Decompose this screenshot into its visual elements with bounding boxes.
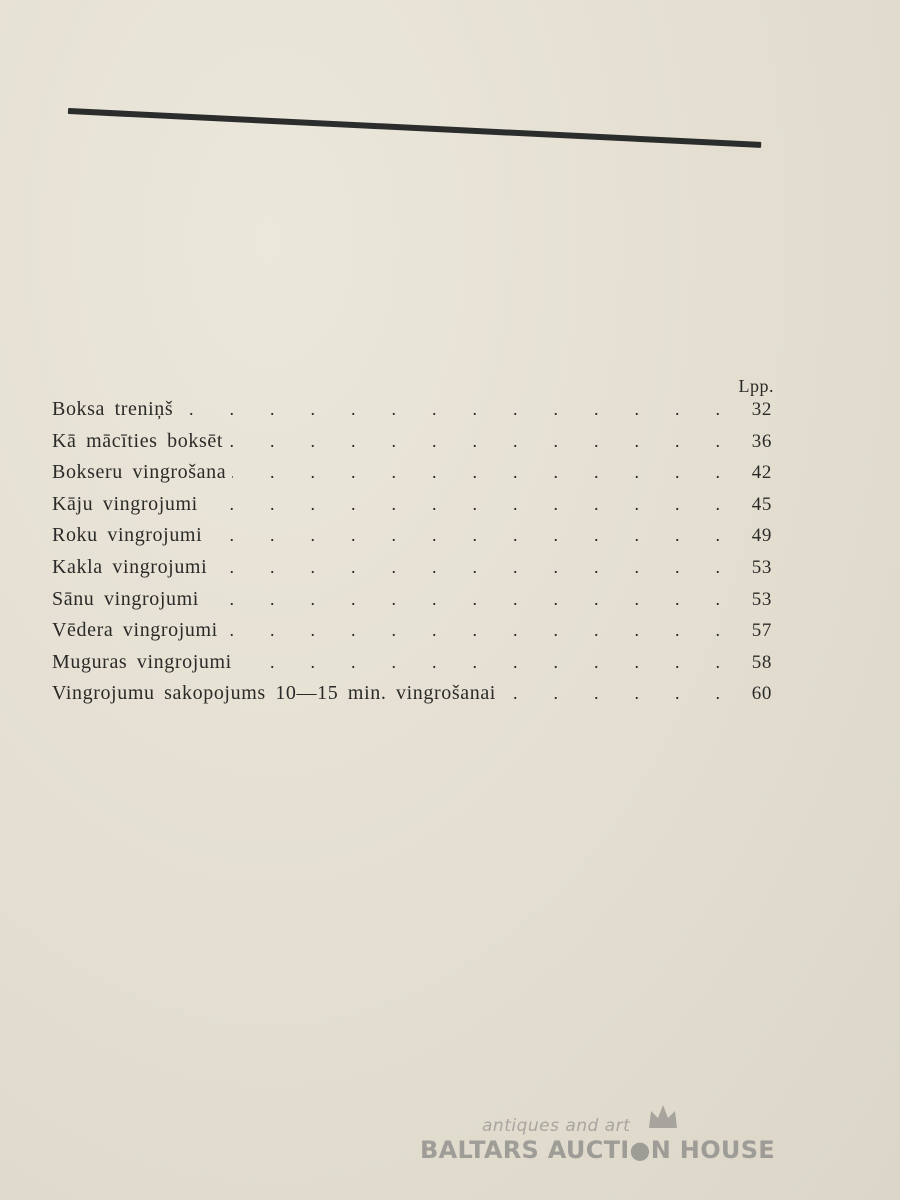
toc-entry-page: 45 (751, 493, 772, 515)
toc-entry-page: 32 (751, 399, 772, 420)
toc-entry (52, 430, 772, 462)
toc-entry-title: Sānu vingrojumi (52, 587, 199, 610)
toc-entry (52, 556, 772, 588)
dot-leader (229, 431, 720, 452)
toc-entry-title: Muguras vingrojumi (52, 650, 232, 673)
toc-entry (52, 651, 772, 683)
top-rule (68, 108, 761, 148)
toc-entry (52, 398, 772, 430)
toc-entry (52, 588, 772, 620)
dot-leader (179, 399, 720, 420)
dot-leader (224, 620, 720, 641)
crown-icon (646, 1102, 680, 1132)
toc-entry-page: 49 (751, 525, 772, 547)
dot-leader (232, 462, 720, 483)
toc-entry-title: Kāju vingrojumi (52, 492, 198, 515)
dot-leader (238, 652, 720, 673)
toc-entry-page: 60 (751, 683, 772, 705)
toc-entry-title: Roku vingrojumi (52, 524, 203, 547)
toc-entry-title: Bokseru vingrošana (52, 461, 227, 484)
toc-entry (52, 461, 772, 493)
page-column-header: Lpp. (738, 376, 774, 396)
toc-entry-title: Vēdera vingrojumi (52, 619, 218, 642)
dot-leader (208, 525, 720, 546)
toc-entry (52, 524, 772, 556)
dot-leader (205, 589, 720, 610)
table-of-contents (52, 398, 772, 714)
toc-entry-title: Kā mācīties boksēt (52, 429, 223, 452)
toc-entry-page: 42 (751, 462, 772, 484)
dot-leader (204, 494, 720, 515)
toc-entry (52, 682, 772, 714)
toc-entry (52, 619, 772, 651)
toc-entry-page: 57 (751, 620, 772, 642)
dot-leader (502, 683, 720, 704)
toc-entry-title: Boksa treniņš (52, 398, 174, 420)
toc-entry-title: Vingrojumu sakopojums 10—15 min. vingrošanai (52, 682, 496, 705)
watermark-brand: BALTARS AUCTI●N HOUSE (420, 1136, 775, 1164)
toc-entry (52, 493, 772, 525)
toc-entry-title: Kakla vingrojumi (52, 555, 208, 578)
dot-leader (213, 557, 720, 578)
toc-entry-page: 36 (751, 430, 772, 452)
toc-entry-page: 53 (751, 588, 772, 610)
toc-entry-page: 58 (751, 651, 772, 673)
watermark-tagline: antiques and art (482, 1116, 631, 1136)
toc-entry-page: 53 (751, 556, 772, 578)
